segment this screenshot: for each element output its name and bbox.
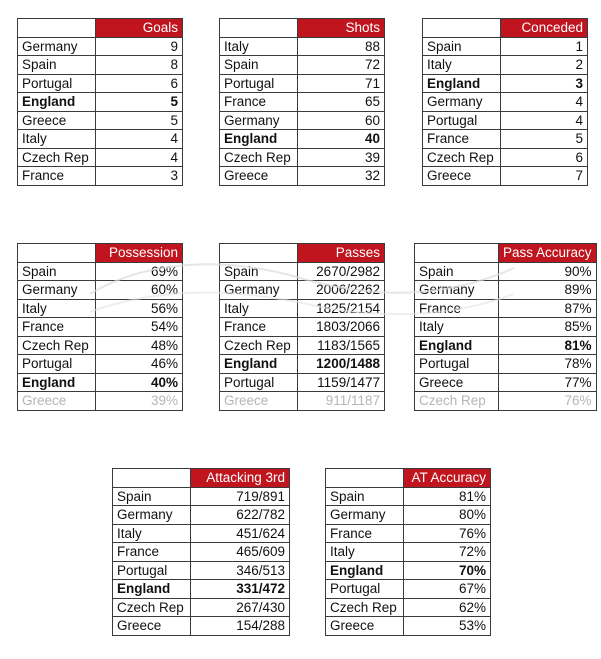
- table-row: [415, 281, 597, 300]
- team-name: Spain: [18, 56, 96, 75]
- table-row: [18, 37, 183, 56]
- stat-value: 267/430: [191, 598, 290, 617]
- table-row: [220, 56, 385, 75]
- team-name: Italy: [326, 543, 404, 562]
- team-name: Spain: [415, 262, 499, 281]
- table-row: [415, 262, 597, 281]
- team-name: France: [113, 543, 191, 562]
- team-name: Greece: [423, 167, 501, 186]
- header-blank-cell: [113, 469, 191, 488]
- team-name: Czech Rep: [113, 598, 191, 617]
- team-name: Portugal: [113, 561, 191, 580]
- table-row: [220, 373, 385, 392]
- stat-value: 2006/2262: [298, 281, 385, 300]
- stat-value: 1200/1488: [298, 355, 385, 374]
- stat-value: 62%: [404, 598, 491, 617]
- team-name: England: [220, 355, 298, 374]
- table-row: [113, 561, 290, 580]
- stat-value: 48%: [96, 336, 183, 355]
- table-row: [220, 93, 385, 112]
- team-name: Portugal: [326, 580, 404, 599]
- table-row: [326, 506, 491, 525]
- table-row: [113, 524, 290, 543]
- team-name: Czech Rep: [18, 336, 96, 355]
- team-name: Italy: [18, 130, 96, 149]
- team-name: France: [18, 318, 96, 337]
- team-name: Greece: [18, 392, 96, 411]
- stat-value: 46%: [96, 355, 183, 374]
- table-row: [423, 167, 588, 186]
- table-row: [18, 318, 183, 337]
- table-row: [423, 111, 588, 130]
- stat-value: 2670/2982: [298, 262, 385, 281]
- table-row: [326, 598, 491, 617]
- team-name: Italy: [423, 56, 501, 75]
- team-name: Germany: [18, 37, 96, 56]
- table-row: [326, 617, 491, 636]
- stat-value: 72: [298, 56, 385, 75]
- team-name: England: [18, 373, 96, 392]
- stat-value: 7: [501, 167, 588, 186]
- table-row-highlight: [113, 580, 290, 599]
- table-row: [220, 336, 385, 355]
- table-row: [220, 299, 385, 318]
- team-name: Italy: [18, 299, 96, 318]
- stat-value: 89%: [499, 281, 597, 300]
- table-row: [415, 299, 597, 318]
- team-name: Spain: [423, 37, 501, 56]
- stat-value: 1: [501, 37, 588, 56]
- table-row: [423, 93, 588, 112]
- stat-value: 719/891: [191, 487, 290, 506]
- stat-value: 3: [96, 167, 183, 186]
- team-name: Portugal: [415, 355, 499, 374]
- team-name: Czech Rep: [415, 392, 499, 411]
- team-name: Germany: [220, 281, 298, 300]
- stat-value: 70%: [404, 561, 491, 580]
- header-blank-cell: [423, 19, 501, 38]
- team-name: Czech Rep: [220, 336, 298, 355]
- table-row: [18, 281, 183, 300]
- stat-value: 5: [501, 130, 588, 149]
- header-row: [18, 19, 183, 38]
- table-row: [326, 487, 491, 506]
- header-blank-cell: [220, 19, 298, 38]
- header-blank-cell: [18, 244, 96, 263]
- stat-value: 60: [298, 111, 385, 130]
- header-row: [326, 469, 491, 488]
- stat-value: 1803/2066: [298, 318, 385, 337]
- table-row-highlight: [18, 373, 183, 392]
- header-blank-cell: [415, 244, 499, 263]
- team-name: Germany: [423, 93, 501, 112]
- team-name: Portugal: [220, 373, 298, 392]
- table-title: Possession: [96, 244, 183, 263]
- passes-table: [219, 243, 385, 411]
- table-row: [18, 355, 183, 374]
- team-name: England: [415, 336, 499, 355]
- team-name: Germany: [18, 281, 96, 300]
- table-row-faded: [18, 392, 183, 411]
- shots-table: [219, 18, 385, 186]
- table-row: [220, 74, 385, 93]
- team-name: Czech Rep: [423, 148, 501, 167]
- table-title: Goals: [96, 19, 183, 38]
- team-name: Czech Rep: [220, 148, 298, 167]
- stat-value: 88: [298, 37, 385, 56]
- team-name: France: [220, 318, 298, 337]
- table-row-highlight: [415, 336, 597, 355]
- team-name: Portugal: [423, 111, 501, 130]
- stat-value: 76%: [404, 524, 491, 543]
- team-name: England: [18, 93, 96, 112]
- stat-value: 32: [298, 167, 385, 186]
- table-row: [326, 524, 491, 543]
- team-name: England: [326, 561, 404, 580]
- table-row: [113, 617, 290, 636]
- table-row: [326, 543, 491, 562]
- table-row: [415, 318, 597, 337]
- team-name: Italy: [113, 524, 191, 543]
- stat-value: 81%: [499, 336, 597, 355]
- stat-value: 2: [501, 56, 588, 75]
- stat-value: 71: [298, 74, 385, 93]
- stat-value: 451/624: [191, 524, 290, 543]
- table-row: [220, 167, 385, 186]
- at-accuracy-table: [325, 468, 491, 636]
- team-name: Italy: [220, 299, 298, 318]
- team-name: Germany: [113, 506, 191, 525]
- attacking-3rd-table: [112, 468, 290, 636]
- table-row: [18, 299, 183, 318]
- stat-value: 39: [298, 148, 385, 167]
- table-row: [18, 74, 183, 93]
- team-name: Greece: [113, 617, 191, 636]
- pass-accuracy-table: [414, 243, 597, 411]
- stat-value: 67%: [404, 580, 491, 599]
- stat-value: 81%: [404, 487, 491, 506]
- team-name: France: [18, 167, 96, 186]
- stat-value: 346/513: [191, 561, 290, 580]
- table-row: [326, 580, 491, 599]
- team-name: France: [423, 130, 501, 149]
- table-row-faded: [415, 392, 597, 411]
- team-name: Greece: [415, 373, 499, 392]
- stat-value: 78%: [499, 355, 597, 374]
- table-row: [415, 355, 597, 374]
- team-name: Spain: [220, 262, 298, 281]
- table-row: [18, 56, 183, 75]
- table-row: [220, 37, 385, 56]
- team-name: Germany: [326, 506, 404, 525]
- team-name: Greece: [220, 392, 298, 411]
- stat-value: 4: [96, 148, 183, 167]
- table-row: [423, 130, 588, 149]
- stat-value: 90%: [499, 262, 597, 281]
- stat-value: 6: [96, 74, 183, 93]
- stat-value: 53%: [404, 617, 491, 636]
- table-row: [18, 148, 183, 167]
- stat-value: 76%: [499, 392, 597, 411]
- team-name: Portugal: [220, 74, 298, 93]
- table-row: [18, 130, 183, 149]
- table-title: Passes: [298, 244, 385, 263]
- team-name: Portugal: [18, 355, 96, 374]
- stat-value: 911/1187: [298, 392, 385, 411]
- stat-value: 6: [501, 148, 588, 167]
- stat-value: 87%: [499, 299, 597, 318]
- team-name: England: [113, 580, 191, 599]
- table-row: [423, 37, 588, 56]
- team-name: Spain: [18, 262, 96, 281]
- table-row: [220, 281, 385, 300]
- header-row: [220, 244, 385, 263]
- table-row-highlight: [18, 93, 183, 112]
- stat-value: 80%: [404, 506, 491, 525]
- team-name: Czech Rep: [326, 598, 404, 617]
- team-name: France: [415, 299, 499, 318]
- header-row: [113, 469, 290, 488]
- stat-value: 331/472: [191, 580, 290, 599]
- stat-value: 65: [298, 93, 385, 112]
- stat-value: 1159/1477: [298, 373, 385, 392]
- stat-value: 5: [96, 93, 183, 112]
- stat-value: 54%: [96, 318, 183, 337]
- team-name: Italy: [415, 318, 499, 337]
- table-row: [113, 506, 290, 525]
- table-row-faded: [220, 392, 385, 411]
- table-row: [220, 318, 385, 337]
- header-blank-cell: [220, 244, 298, 263]
- stat-value: 8: [96, 56, 183, 75]
- stat-value: 72%: [404, 543, 491, 562]
- table-row-highlight: [326, 561, 491, 580]
- stat-value: 40: [298, 130, 385, 149]
- table-title: Pass Accuracy: [499, 244, 597, 263]
- stat-value: 465/609: [191, 543, 290, 562]
- header-row: [18, 244, 183, 263]
- goals-table: [17, 18, 183, 186]
- table-row: [113, 543, 290, 562]
- stat-value: 4: [96, 130, 183, 149]
- team-name: Czech Rep: [18, 148, 96, 167]
- table-row: [18, 336, 183, 355]
- table-row: [415, 373, 597, 392]
- table-title: Attacking 3rd: [191, 469, 290, 488]
- stat-value: 3: [501, 74, 588, 93]
- table-row-highlight: [220, 355, 385, 374]
- table-title: Conceded: [501, 19, 588, 38]
- team-name: Italy: [220, 37, 298, 56]
- table-title: AT Accuracy: [404, 469, 491, 488]
- stat-value: 39%: [96, 392, 183, 411]
- table-row: [220, 111, 385, 130]
- stat-value: 1825/2154: [298, 299, 385, 318]
- table-row: [423, 56, 588, 75]
- header-blank-cell: [18, 19, 96, 38]
- team-name: Greece: [220, 167, 298, 186]
- table-row: [18, 111, 183, 130]
- table-row: [423, 148, 588, 167]
- team-name: Greece: [326, 617, 404, 636]
- stat-value: 9: [96, 37, 183, 56]
- table-row: [113, 487, 290, 506]
- possession-table: [17, 243, 183, 411]
- header-blank-cell: [326, 469, 404, 488]
- header-row: [415, 244, 597, 263]
- team-name: Spain: [326, 487, 404, 506]
- table-title: Shots: [298, 19, 385, 38]
- team-name: England: [220, 130, 298, 149]
- stat-value: 40%: [96, 373, 183, 392]
- table-row: [18, 262, 183, 281]
- stat-value: 60%: [96, 281, 183, 300]
- stat-value: 56%: [96, 299, 183, 318]
- stat-value: 4: [501, 111, 588, 130]
- team-name: Portugal: [18, 74, 96, 93]
- conceded-table: [422, 18, 588, 186]
- header-row: [220, 19, 385, 38]
- team-name: France: [220, 93, 298, 112]
- table-row-highlight: [423, 74, 588, 93]
- stat-value: 4: [501, 93, 588, 112]
- stat-value: 154/288: [191, 617, 290, 636]
- table-row: [18, 167, 183, 186]
- stat-value: 69%: [96, 262, 183, 281]
- stat-value: 622/782: [191, 506, 290, 525]
- team-name: Greece: [18, 111, 96, 130]
- team-name: Spain: [220, 56, 298, 75]
- team-name: Germany: [220, 111, 298, 130]
- stat-value: 85%: [499, 318, 597, 337]
- stat-value: 77%: [499, 373, 597, 392]
- table-row: [220, 262, 385, 281]
- team-name: England: [423, 74, 501, 93]
- team-name: Spain: [113, 487, 191, 506]
- table-row: [113, 598, 290, 617]
- table-row: [220, 148, 385, 167]
- stat-value: 5: [96, 111, 183, 130]
- table-row-highlight: [220, 130, 385, 149]
- team-name: France: [326, 524, 404, 543]
- header-row: [423, 19, 588, 38]
- stat-value: 1183/1565: [298, 336, 385, 355]
- team-name: Germany: [415, 281, 499, 300]
